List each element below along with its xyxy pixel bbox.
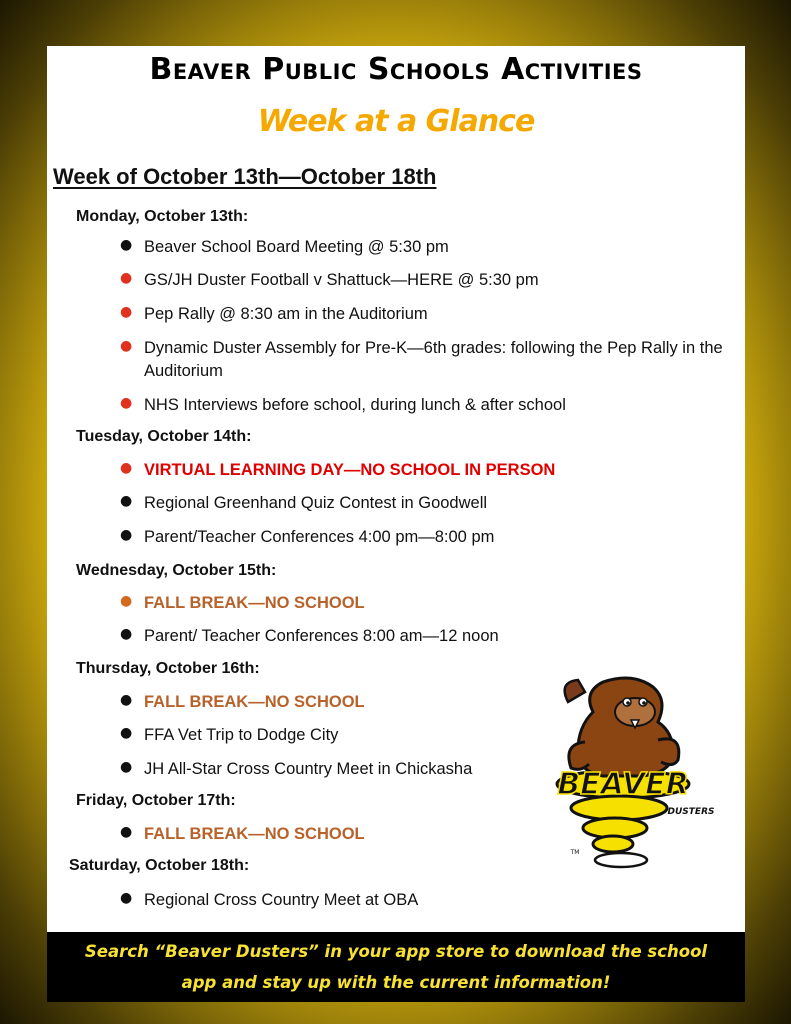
bullet-icon: ● [120,395,133,411]
footer-line-2: app and stay up with the current information! [181,973,611,992]
bullet-icon: ● [120,527,133,543]
list-item-break: FALL BREAK—NO SCHOOL [144,825,365,843]
list-item-break: FALL BREAK—NO SCHOOL [144,693,365,711]
footer-banner [47,932,745,1002]
bullet-icon: ● [120,493,133,509]
list-item: JH All-Star Cross Country Meet in Chickasha [144,760,473,778]
list-item-alert: VIRTUAL LEARNING DAY—NO SCHOOL IN PERSON [144,461,556,479]
bullet-icon: ● [120,890,133,906]
day-heading-friday: Friday, October 17th: [76,792,236,809]
list-item: FFA Vet Trip to Dodge City [144,726,339,744]
list-item: Pep Rally @ 8:30 am in the Auditorium [144,305,428,323]
bullet-icon: ● [120,270,133,286]
bullet-icon: ● [120,593,133,609]
list-item: Dynamic Duster Assembly for Pre-K—6th grades: following the Pep Rally in the Auditorium [144,339,723,380]
day-heading-thursday: Thursday, October 16th: [76,660,260,677]
page-subtitle: Week at a Glance [257,104,535,139]
bullet-icon: ● [120,304,133,320]
list-item: Regional Greenhand Quiz Contest in Goodwell [144,494,488,512]
day-heading-monday: Monday, October 13th: [76,208,249,225]
mascot-wordmark: BEAVER [557,767,689,802]
list-item: GS/JH Duster Football v Shattuck—HERE @ 5:30 pm [144,271,539,289]
footer-line-1: Search “Beaver Dusters” in your app store to download the school [84,942,708,961]
day-heading-tuesday: Tuesday, October 14th: [76,428,252,445]
list-item: Beaver School Board Meeting @ 5:30 pm [144,238,449,256]
bullet-icon: ● [120,237,133,253]
bullet-icon: ● [120,460,133,476]
bullet-icon: ● [120,759,133,775]
beaver-duster-mascot-icon [523,672,723,872]
bullet-icon: ● [120,692,133,708]
mascot-trademark: TM [570,849,580,856]
list-item: Regional Cross Country Meet at OBA [144,891,419,909]
bullet-icon: ● [120,626,133,642]
bullet-icon: ● [120,824,133,840]
beaver-figure [565,678,679,776]
bullet-icon: ● [120,338,133,354]
list-item: NHS Interviews before school, during lunch & after school [144,396,566,414]
list-item: Parent/Teacher Conferences 4:00 pm—8:00 pm [144,528,495,546]
list-item: Parent/ Teacher Conferences 8:00 am—12 noon [144,627,499,645]
day-heading-saturday: Saturday, October 18th: [69,857,250,874]
week-heading: Week of October 13th—October 18th [53,164,437,189]
list-item-break: FALL BREAK—NO SCHOOL [144,594,365,612]
bullet-icon: ● [120,725,133,741]
day-heading-wednesday: Wednesday, October 15th: [76,562,277,579]
flyer-page [47,46,745,1002]
page-title: Beaver Public Schools Activities [149,52,643,87]
mascot-tagline: DUSTERS [667,807,715,817]
